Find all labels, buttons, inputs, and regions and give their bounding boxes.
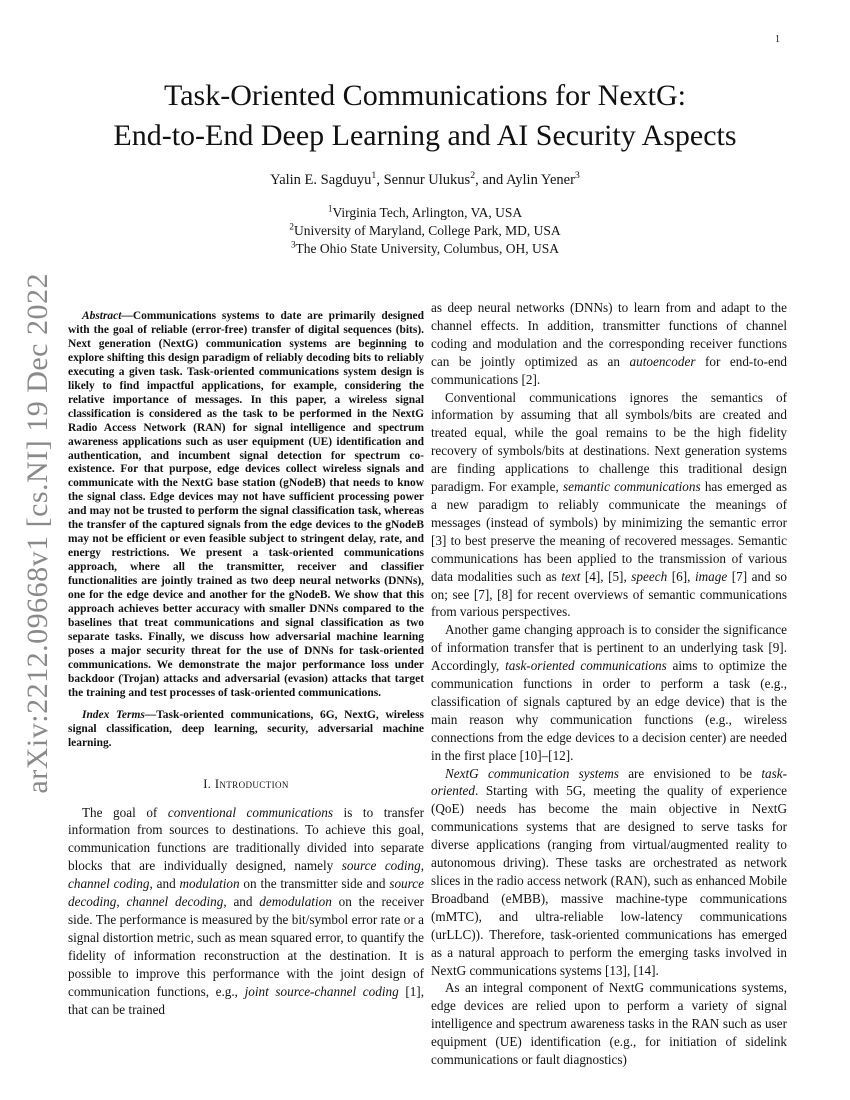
page-number: 1 <box>775 34 780 45</box>
affil-mark: 1 <box>327 203 333 214</box>
title-line-1: Task-Oriented Communications for NextG: <box>164 79 686 112</box>
author-name: Aylin Yener <box>506 172 575 188</box>
abstract-text: —Communications systems to date are primarily designed with the goal of reliable (error-free) transfer of digital sequences (bits). Next generation (NextG) communication systems are beginning to explore shifting this design paradigm of reliably decoding bits to reliably executing a given task. Task-oriented communications system design is likely to find impactful applications, for example, considering the relative importance of messages. In this paper, a wireless signal classification is considered as the task to be performed in the NextG Radio Access Network (RAN) for signal intelligence and spectrum awareness applications such as user equipment (UE) identification and authentication, and incumbent signal detection for spectrum co-existence. For that purpose, edge devices collect wireless signals and communicate with the NextG base station (gNodeB) that needs to know the signal class. Edge devices may not have sufficient processing power and may not be trusted to perform the signal classification task, whereas the transfer of the captured signals from the edge devices to the gNodeB may not be efficient or even feasible subject to stringent delay, rate, and energy restrictions. We present a task-oriented communications approach, where all the transmitter, receiver and classifier functionalities are jointly trained as two deep neural networks (DNNs), one for the edge device and another for the gNodeB. We show that this approach achieves better accuracy with smaller DNNs compared to the baselines that treat communications and signal classification as two separate tasks. Finally, we discuss how adversarial machine learning poses a major security threat for the use of DNNs for task-oriented communications. We demonstrate the major performance loss under backdoor (Trojan) attacks and adversarial (evasion) attacks that target the training and test processes of task-oriented communications. <box>68 310 424 699</box>
author-name: Sennur Ulukus <box>383 172 471 188</box>
paper-title <box>60 76 790 156</box>
affil-text: Virginia Tech, Arlington, VA, USA <box>332 205 523 220</box>
author-affil-mark: 1 <box>371 170 377 182</box>
affil-text: University of Maryland, College Park, MD, USA <box>294 223 561 238</box>
affiliation-list <box>0 204 850 258</box>
affil-mark: 3 <box>290 239 296 250</box>
author-list <box>0 172 850 189</box>
body-paragraph: Another game changing approach is to consider the significance of information transfer that is pertinent to an underlying task [9]. Accordingly, task-oriented communications aims to optimize the communication functions in order to perform a task (e.g., classification of signals captured by an edge device) that is the main reason why communication functions (e.g., wireless connections from the edge devices to a decision center) are needed in the first place [10]–[12]. <box>431 622 788 763</box>
body-paragraph: NextG communication systems are envisioned to be task-oriented. Starting with 5G, meeting the quality of experience (QoE) needs has become the main objective in NextG communications systems that are designed to serve tasks for diverse applications (ranging from virtual/augmented reality to autonomous driving). These tasks are orchestrated as network slices in the radio access network (RAN), such as enhanced Mobile Broadband (eMBB), massive machine-type communications (mMTC), and ultra-reliable low-latency communications (urLLC)). Therefore, task-oriented communications has emerged as a natural approach to perform the emerging tasks involved in NextG communications systems [13], [14]. <box>431 765 787 978</box>
body-paragraph: Conventional communications ignores the semantics of information by assuming that all symbols/bits are created and treated equal, while the goal remains to be the high fidelity recovery of symbols/bits at destinations. Next generation systems are finding applications to challenge this traditional design paradigm. For example, semantic communications has emerged as a new paradigm to reliably communicate the meanings of messages (instead of symbols) by minimizing the semantic error [3] to best preserve the meaning of recovered messages. Semantic communications has been applied to the transmission of various data modalities such as text [4], [5], speech [6], image [7] and so on; see [7], [8] for recent overviews of semantic communications from various perspectives. <box>431 389 787 620</box>
right-column <box>431 299 787 1069</box>
body-paragraph: as deep neural networks (DNNs) to learn from and adapt to the channel effects. In addition, transmitter functions of channel coding and modulation and the corresponding receiver functions can be jointly optimized as an autoencoder for end-to-end communications [2]. <box>431 300 788 387</box>
affiliation <box>0 240 850 258</box>
abstract <box>68 310 424 701</box>
intro-paragraph: The goal of conventional communications is to transfer information from sources to destinations. To achieve this goal, communication functions are traditionally divided into separate blocks that are individually designed, namely source coding, channel coding, and modulation on the transmitter side and source decoding, channel decoding, and demodulation on the receiver side. The performance is measured by the bit/symbol error rate or a signal distortion metric, such as mean squared error, to quantify the fidelity of information reconstruction at the destination. It is possible to improve this performance with the joint design of communication functions, e.g., joint source-channel coding [1], that can be trained <box>68 804 425 1017</box>
affiliation <box>0 204 850 222</box>
title-line-2: End-to-End Deep Learning and AI Security Aspects <box>113 119 737 152</box>
abstract-label: Abstract <box>82 310 122 322</box>
index-terms-text: —Task-oriented communications, 6G, NextG, wireless signal classification, deep learning, security, adversarial machine learning. <box>68 708 424 749</box>
index-terms <box>68 709 424 751</box>
arxiv-id: arXiv:2212.09668v1 [cs.NI] 19 Dec 2022 <box>21 272 54 794</box>
author-affil-mark: 2 <box>470 170 476 182</box>
body-paragraph: As an integral component of NextG communications systems, edge devices are relied upon to perform a variety of signal intelligence and spectrum awareness tasks in the RAN such as user equipment (UE) identification (e.g., for initiation of sidelink communications or fault diagnostics) <box>431 980 787 1068</box>
arxiv-watermark <box>8 272 68 794</box>
left-column <box>68 310 424 1018</box>
author-separator: , and <box>475 172 507 188</box>
author-separator: , <box>376 172 384 188</box>
affil-mark: 2 <box>289 221 294 232</box>
affiliation <box>0 222 850 240</box>
index-terms-label: Index Terms <box>82 708 145 721</box>
author-affil-mark: 3 <box>574 170 580 182</box>
author-name: Yalin E. Sagduyu <box>270 172 372 188</box>
affil-text: The Ohio State University, Columbus, OH, USA <box>295 241 560 256</box>
section-heading: I. Introduction <box>203 776 289 791</box>
